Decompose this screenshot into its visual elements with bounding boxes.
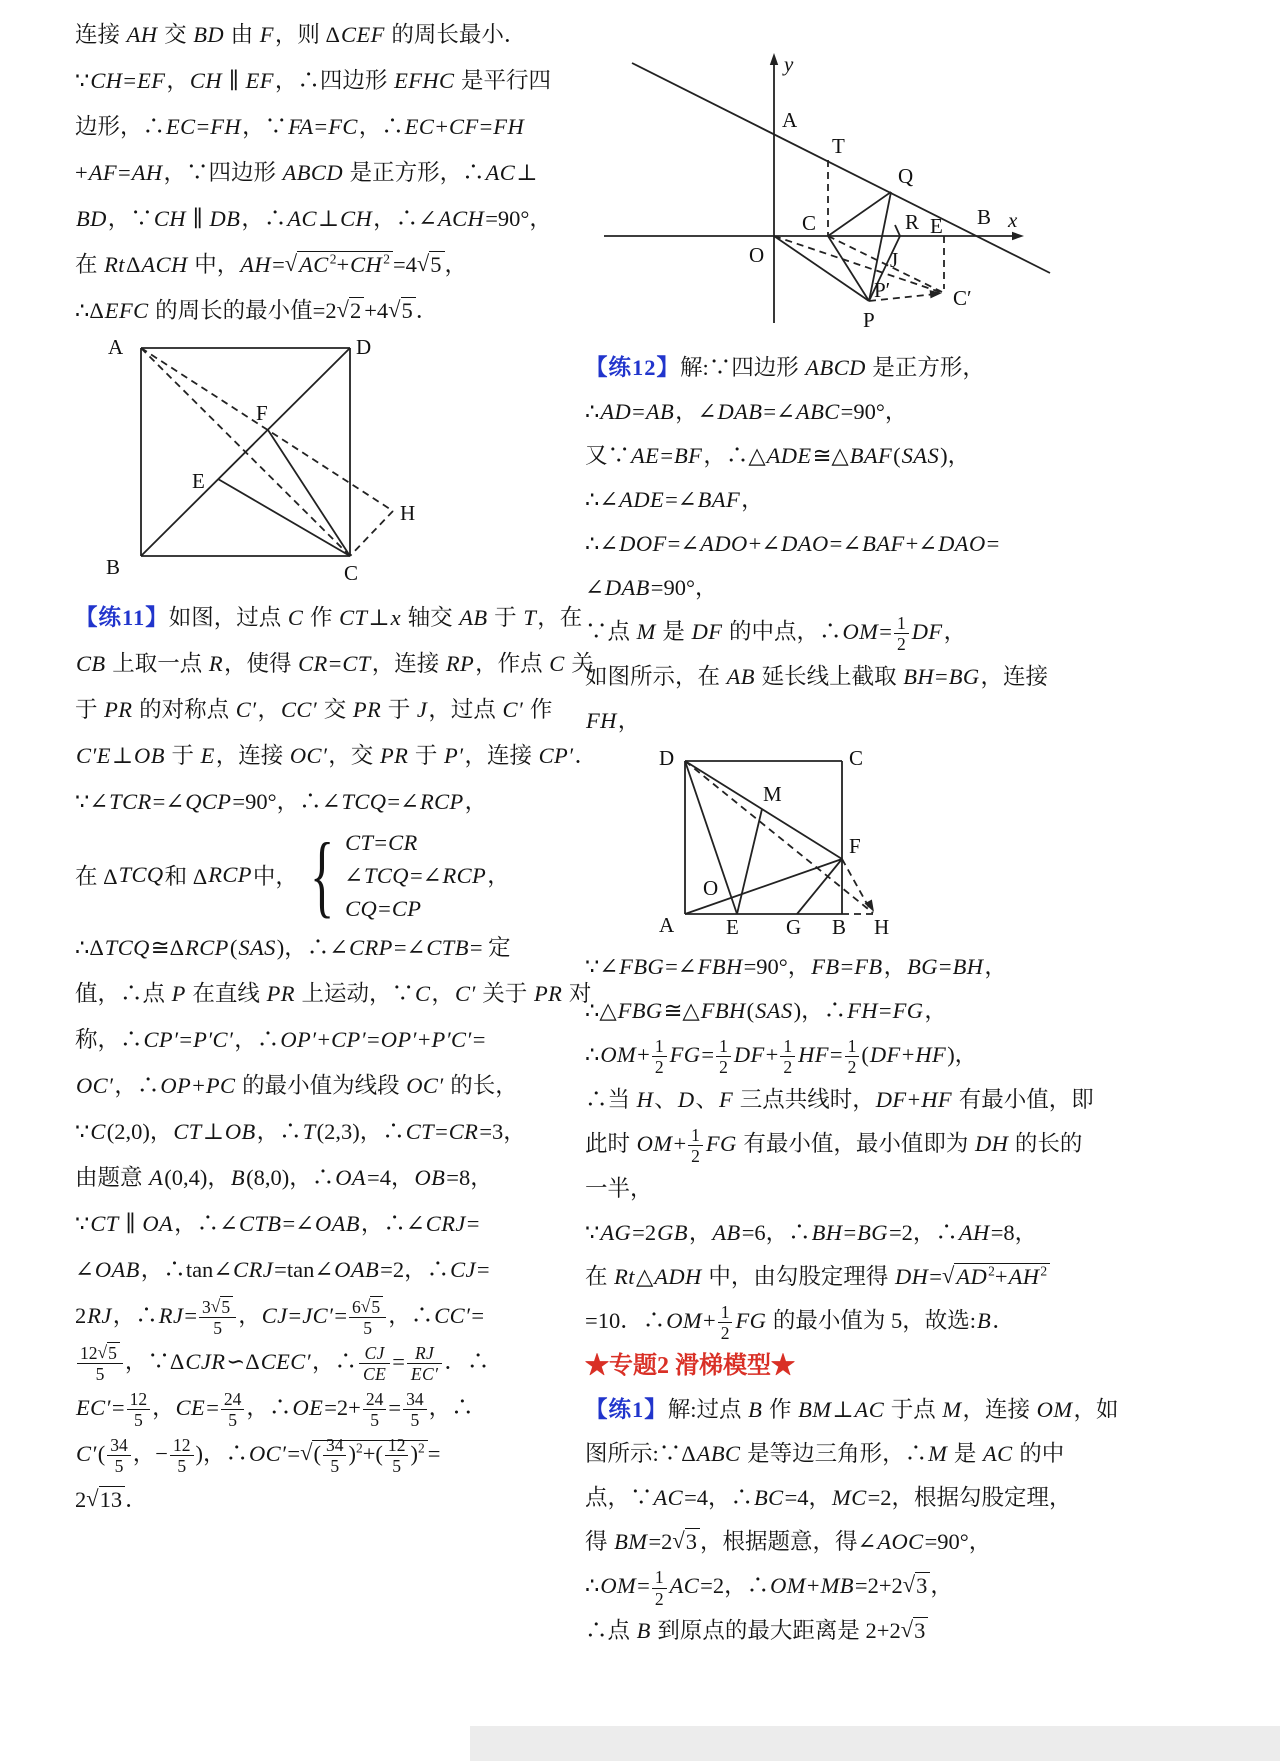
point-label-O: O bbox=[703, 876, 719, 901]
point-label-O: O bbox=[749, 243, 765, 267]
figure-line bbox=[895, 225, 900, 236]
point-label-P-prime: P′ bbox=[874, 278, 891, 302]
arrowhead bbox=[770, 53, 778, 65]
point-label-E: E bbox=[192, 469, 205, 493]
math-line: 连接 AH 交 BD 由 F，则 ΔCEF 的周长最小． bbox=[75, 22, 527, 47]
math-line: $\frac{12√5}{5}$ ，∵ΔCJR∽ΔCEC′，∴ $\frac{CJ}{CE}$ = $\frac{RJ}{EC'}$ ．∴ bbox=[75, 1339, 627, 1385]
left-column bbox=[75, 12, 627, 1523]
math-line: 图所示:∵ΔABC 是等边三角形，∴M 是 AC 的中 bbox=[585, 1441, 1065, 1467]
point-label-M: M bbox=[763, 782, 782, 807]
point-label-B: B bbox=[977, 205, 992, 229]
arrowhead bbox=[1012, 232, 1024, 240]
figure-square-dcba bbox=[647, 743, 907, 943]
math-line: 2RJ，∴RJ= $\frac{3√5}{5}$ ，CJ=JC′= $\frac{6√5}{5}$ ，∴CC′= bbox=[75, 1295, 485, 1339]
math-line: ∴当 H、D、F 三点共线时，DF+HF 有最小值，即 bbox=[585, 1087, 1094, 1113]
math-line: ∴∠DOF=∠ADO+∠DAO=∠BAF+∠DAO= bbox=[585, 531, 1000, 556]
math-line: ∴∠ADE=∠BAF， bbox=[585, 487, 764, 512]
math-line: ∴ΔEFC 的周长的最小值=2√2 +4√5 ． bbox=[75, 297, 439, 323]
math-line: ∠OAB，∴tan∠CRJ=tan∠OAB=2，∴CJ= bbox=[75, 1257, 490, 1282]
point-label-x: x bbox=[1008, 208, 1018, 232]
system-row: CT=CR bbox=[345, 829, 418, 855]
math-line: EC′= $\frac{12}{5}$ ，CE= $\frac{24}{5}$ ，∴OE=2+ $\frac{24}{5}$ = $\frac{34}{5}$ ，∴ bbox=[76, 1388, 474, 1431]
point-label-D: D bbox=[659, 746, 675, 771]
figure-line bbox=[218, 479, 350, 556]
point-label-F: F bbox=[849, 834, 861, 859]
exercise-label: 【练11】 bbox=[75, 605, 169, 630]
exercise-label: 【练12】 bbox=[585, 355, 681, 380]
math-line: ∵CH=EF，CH ∥ EF，∴四边形 EFHC 是平行四 bbox=[75, 68, 552, 93]
math-line: 得 BM=2√3 ，根据题意，得∠AOC=90°， bbox=[585, 1528, 992, 1555]
math-line: ∵C(2,0)，CT⊥OB，∴T(2,3)，∴CT=CR=3， bbox=[75, 1119, 526, 1144]
point-label-Q: Q bbox=[898, 164, 914, 188]
construction-dashed-line bbox=[350, 511, 393, 556]
figure-line bbox=[737, 809, 762, 914]
math-line: 【练1】解:过点 B 作 BM⊥AC 于点 M，连接 OM，如 bbox=[585, 1397, 1119, 1423]
math-line: 称，∴CP′=P′C′，∴OP′+CP′=OP′+P′C′= bbox=[75, 1027, 486, 1052]
figure-line bbox=[828, 192, 891, 236]
math-line: 在 RtΔACH 中，$AH=√AC^2+CH^2 =4√5$ ， bbox=[75, 251, 468, 277]
point-label-E: E bbox=[726, 915, 739, 940]
math-line: 点，∵AC=4，∴BC=4，MC=2，根据勾股定理， bbox=[585, 1485, 1072, 1511]
figure-line bbox=[268, 430, 350, 556]
point-label-y: y bbox=[784, 52, 794, 76]
math-line: ∴△FBG≅△FBH(SAS)，∴FH=FG， bbox=[585, 998, 947, 1024]
exercise-12-solution-part2 bbox=[585, 945, 1175, 1653]
point-label-A: A bbox=[782, 108, 798, 132]
point-label-P: P bbox=[863, 308, 875, 332]
math-line: 于 PR 的对称点 C′，CC′ 交 PR 于 J，过点 C′ 作 bbox=[75, 697, 553, 722]
math-line: ∴OM+ $\frac{1}{2}$ FG= $\frac{1}{2}$ DF+ $\frac{1}{2}$ HF= $\frac{1}{2}$ (DF+HF)， bbox=[585, 1035, 978, 1078]
math-line: ∵∠TCR=∠QCP=90°，∴∠TCQ=∠RCP， bbox=[75, 789, 488, 814]
math-line: C′E⊥OB 于 E，连接 OC′，交 PR 于 P′，连接 CP′． bbox=[76, 743, 597, 768]
point-label-T: T bbox=[832, 134, 845, 158]
point-label-C: C bbox=[802, 211, 817, 235]
figure-line bbox=[828, 236, 869, 301]
exercise-label: 【练1】 bbox=[585, 1397, 668, 1423]
math-line: 【练12】解:∵四边形 ABCD 是正方形， bbox=[585, 355, 985, 380]
exercise-11-solution bbox=[75, 595, 627, 1523]
math-line: ∵∠FBG=∠FBH=90°，FB=FB，BG=BH， bbox=[585, 954, 1007, 980]
point-label-A: A bbox=[659, 913, 675, 938]
exercise-12-solution-part1 bbox=[585, 346, 1175, 743]
math-line: BD，∵CH ∥ DB，∴AC⊥CH，∴∠ACH=90°， bbox=[76, 206, 552, 231]
math-line: ∴点 B 到原点的最大距离是 2+2√3 bbox=[585, 1609, 1175, 1653]
point-label-F: F bbox=[256, 401, 268, 425]
math-line: 值，∴点 P 在直线 PR 上运动，∵C，C′ 关于 PR 对 bbox=[75, 981, 592, 1006]
math-line: C′( $\frac{34}{5}$ ，− $\frac{12}{5}$ )，∴OC′=√( $\frac{34}{5}$ )$^2$+( $\frac{12}{5}$ )$^2$ = bbox=[76, 1434, 441, 1477]
math-line: FH， bbox=[586, 708, 641, 734]
math-line: 如图所示，在 AB 延长线上截取 BH=BG，连接 bbox=[585, 664, 1049, 690]
equation-system bbox=[298, 826, 510, 925]
math-line: ∵点 M 是 DF 的中点，∴OM= $\frac{1}{2}$ DF， bbox=[585, 612, 967, 655]
system-row: ∠TCQ=∠RCP， bbox=[344, 862, 510, 888]
point-label-C-prime: C′ bbox=[953, 286, 972, 310]
math-line: =10．∴OM+ $\frac{1}{2}$ FG 的最小值为 5，故选:B． bbox=[585, 1301, 1015, 1344]
math-line: 【练11】如图，过点 C 作 CT⊥x 轴交 AB 于 T，在 bbox=[75, 605, 583, 630]
math-line: 在 Rt△ADH 中，由勾股定理得 $DH=√AD^2+AH^2$ bbox=[585, 1255, 1175, 1299]
math-line: 此时 OM+ $\frac{1}{2}$ FG 有最小值，最小值即为 DH 的长的 bbox=[585, 1124, 1083, 1167]
math-line: ∠DAB=90°， bbox=[585, 575, 718, 600]
math-line: ∵CT ∥ OA，∴∠CTB=∠OAB，∴∠CRJ= bbox=[75, 1211, 480, 1236]
math-line: 由题意 A(0,4)，B(8,0)，∴OA=4，OB=8， bbox=[75, 1165, 493, 1190]
math-line: ∴AD=AB，∠DAB=∠ABC=90°， bbox=[585, 399, 908, 424]
point-label-B: B bbox=[106, 555, 121, 579]
math-line: 边形，∴EC=FH，∵FA=FC，∴EC+CF=FH bbox=[75, 114, 525, 139]
math-line: 一半， bbox=[585, 1176, 653, 1202]
point-label-R: R bbox=[905, 210, 920, 234]
system-row: CQ=CP bbox=[345, 895, 422, 921]
brace-glyph: { bbox=[309, 824, 335, 926]
point-label-J: J bbox=[890, 248, 899, 272]
figure-line bbox=[774, 236, 869, 301]
math-line: 又∵AE=BF，∴△ADE≅△BAF(SAS)， bbox=[585, 443, 971, 468]
math-line: CB 上取一点 R，使得 CR=CT，连接 RP，作点 C 关 bbox=[76, 651, 594, 676]
figure-square-abcd-with-h bbox=[85, 336, 485, 591]
math-line: 在 Δ TCQ 和 Δ RCP 中， { CT=CR ∠TCQ=∠RCP， CQ=CP bbox=[75, 824, 510, 926]
point-label-H: H bbox=[874, 915, 890, 940]
math-line: ∴OM= $\frac{1}{2}$ AC=2，∴OM+MB=2+2√3 ， bbox=[585, 1566, 953, 1609]
point-label-G: G bbox=[786, 915, 802, 940]
point-label-D: D bbox=[356, 336, 372, 359]
footer-strip bbox=[470, 1726, 1280, 1761]
right-column bbox=[585, 28, 1175, 1653]
figure-coordinate-plane bbox=[597, 28, 1057, 338]
point-label-H: H bbox=[400, 501, 416, 525]
math-line: +AF=AH，∵四边形 ABCD 是正方形，∴AC⊥ bbox=[75, 160, 538, 185]
figure-line bbox=[685, 761, 842, 859]
point-label-A: A bbox=[108, 336, 124, 359]
point-label-B: B bbox=[832, 915, 847, 940]
section-heading: ★专题2 滑梯模型★ bbox=[585, 1353, 795, 1380]
construction-dashed-line bbox=[141, 348, 393, 511]
point-label-C: C bbox=[344, 561, 359, 585]
math-line: OC′，∴OP+PC 的最小值为线段 OC′ 的长， bbox=[76, 1073, 518, 1098]
point-label-C: C bbox=[849, 746, 864, 771]
math-line: ∵AG=2GB，AB=6，∴BH=BG=2，∴AH=8， bbox=[585, 1220, 1038, 1246]
point-label-E: E bbox=[930, 214, 943, 238]
math-line: ∴ΔTCQ≅ΔRCP(SAS)，∴∠CRP=∠CTB= 定 bbox=[75, 935, 511, 960]
math-line: 2√13 ． bbox=[75, 1486, 148, 1513]
intro-paragraph bbox=[75, 12, 627, 334]
